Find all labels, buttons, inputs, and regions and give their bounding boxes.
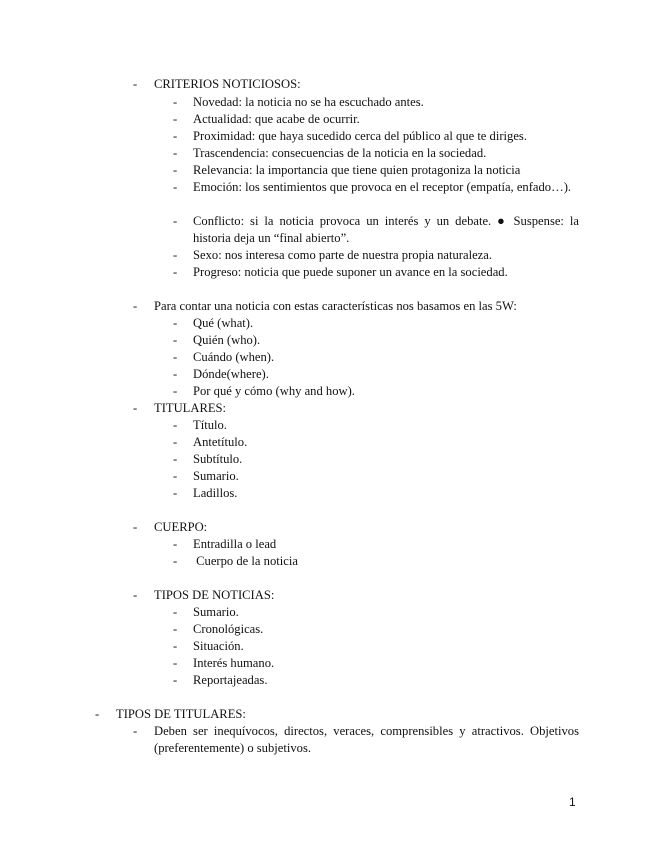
list-item: Dónde(where). xyxy=(193,367,269,381)
list-dash: - xyxy=(173,435,178,449)
list-dash: - xyxy=(173,622,178,636)
list-item: Proximidad: que haya sucedido cerca del público al que te diriges. xyxy=(193,129,527,143)
list-dash: - xyxy=(173,95,178,109)
list-dash: - xyxy=(173,605,178,619)
list-item: Emoción: los sentimientos que provoca en el receptor (empatía, enfado…). xyxy=(193,180,572,194)
section-heading: TIPOS DE NOTICIAS: xyxy=(154,588,275,602)
list-dash: - xyxy=(173,350,178,364)
list-dash: - xyxy=(173,214,178,228)
list-item: Qué (what). xyxy=(193,316,254,330)
list-item: Entradilla o lead xyxy=(193,537,277,551)
list-dash: - xyxy=(173,673,178,687)
list-dash: - xyxy=(173,486,178,500)
list-item: Progreso: noticia que puede suponer un avance en la sociedad. xyxy=(193,265,508,279)
section-heading: TITULARES: xyxy=(154,401,227,415)
list-item: Cuándo (when). xyxy=(193,350,275,364)
list-dash: - xyxy=(173,418,178,432)
list-item: Ladillos. xyxy=(193,486,238,500)
list-dash: - xyxy=(173,146,178,160)
list-dash: - xyxy=(173,537,178,551)
list-item: Interés humano. xyxy=(193,656,275,670)
page-number: 1 xyxy=(569,795,576,809)
list-item: Por qué y cómo (why and how). xyxy=(193,384,355,398)
section-heading: Para contar una noticia con estas características nos basamos en las 5W: xyxy=(154,299,517,313)
list-item: Situación. xyxy=(193,639,244,653)
list-item: Antetítulo. xyxy=(193,435,248,449)
section-heading: CUERPO: xyxy=(154,520,208,534)
list-dash: - xyxy=(173,639,178,653)
list-dash: - xyxy=(173,452,178,466)
list-item: Trascendencia: consecuencias de la noticia en la sociedad. xyxy=(193,146,487,160)
list-dash: - xyxy=(173,316,178,330)
list-dash: - xyxy=(173,367,178,381)
list-dash: - xyxy=(173,554,178,568)
list-dash: - xyxy=(133,724,138,738)
list-dash: - xyxy=(173,469,178,483)
list-dash: - xyxy=(173,656,178,670)
list-item: Sumario. xyxy=(193,469,239,483)
list-dash: - xyxy=(173,384,178,398)
list-item: Sumario. xyxy=(193,605,239,619)
list-dash: - xyxy=(133,520,138,534)
list-item: Actualidad: que acabe de ocurrir. xyxy=(193,112,360,126)
list-dash: - xyxy=(173,163,178,177)
section-heading: CRITERIOS NOTICIOSOS: xyxy=(154,77,301,91)
list-dash: - xyxy=(133,299,138,313)
list-item: Quién (who). xyxy=(193,333,261,347)
list-dash: - xyxy=(173,248,178,262)
list-item: Novedad: la noticia no se ha escuchado antes. xyxy=(193,95,424,109)
list-dash: - xyxy=(173,180,178,194)
list-dash: - xyxy=(173,129,178,143)
list-dash: - xyxy=(173,333,178,347)
list-item: Subtítulo. xyxy=(193,452,243,466)
section-heading: TIPOS DE TITULARES: xyxy=(116,707,246,721)
list-item: Conflicto: si la noticia provoca un interés y un debate. ● Suspense: la historia deja un “final abierto”. xyxy=(193,214,579,245)
list-dash: - xyxy=(95,707,100,721)
list-item: Sexo: nos interesa como parte de nuestra propia naturaleza. xyxy=(193,248,492,262)
list-item: Cronológicas. xyxy=(193,622,264,636)
list-item: Reportajeadas. xyxy=(193,673,268,687)
list-item: Título. xyxy=(193,418,227,432)
list-item: Deben ser inequívocos, directos, veraces, comprensibles y atractivos. Objetivos (preferentemente) o subjetivos. xyxy=(154,724,579,755)
list-dash: - xyxy=(133,588,138,602)
list-dash: - xyxy=(173,265,178,279)
list-dash: - xyxy=(173,112,178,126)
list-item: Relevancia: la importancia que tiene quien protagoniza la noticia xyxy=(193,163,521,177)
list-dash: - xyxy=(133,401,138,415)
list-item: Cuerpo de la noticia xyxy=(193,554,298,568)
list-dash: - xyxy=(133,77,138,91)
